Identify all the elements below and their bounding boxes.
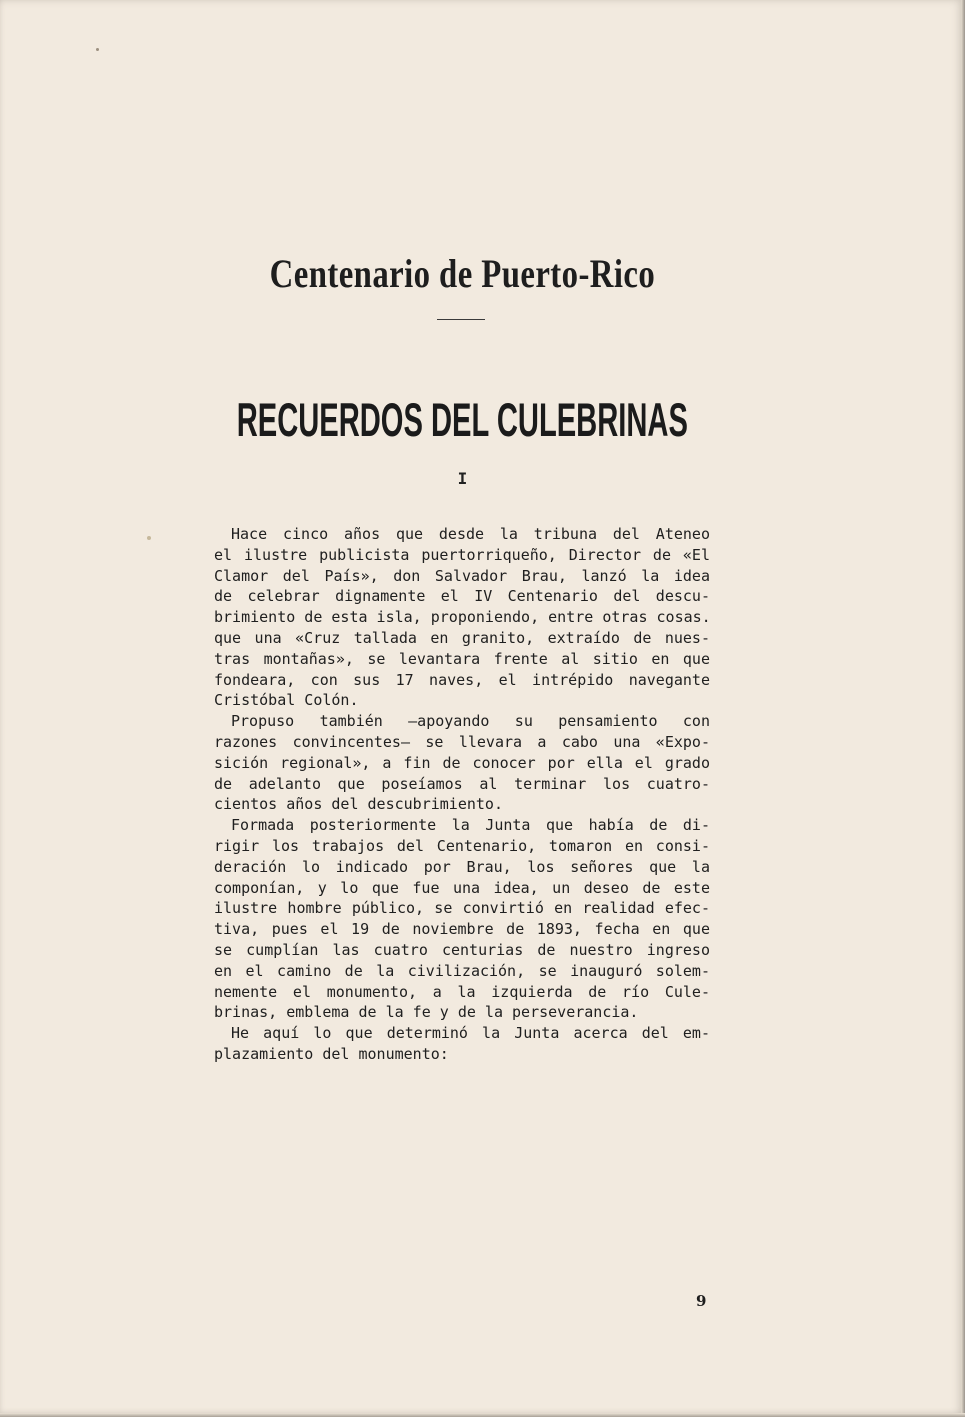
page-number: 9 (696, 1292, 707, 1310)
article-body (214, 524, 710, 1065)
text-line: que una «Cruz tallada en granito, extraído de nues- (214, 628, 710, 647)
text-line: de celebrar dignamente el IV Centenario del descu- (214, 587, 710, 606)
text-line: componían, y lo que fue una idea, un deseo de este (214, 878, 710, 897)
page-edge-shadow (961, 0, 965, 1417)
text-line: Cristóbal Colón. (214, 691, 359, 710)
paragraph-1 (214, 524, 710, 711)
text-line: brimiento de esta isla, proponiendo, entre otras cosas. (214, 608, 711, 627)
section-number: I (457, 469, 468, 488)
text-line: el ilustre publicista puertorriqueño, Director de «El (214, 545, 710, 564)
text-line: rigir los trabajos del Centenario, tomaron en consi- (214, 836, 710, 855)
text-line: Propuso también —apoyando su pensamiento con (231, 712, 710, 731)
text-line: ilustre hombre público, se convirtió en realidad efec- (214, 899, 710, 918)
paragraph-3 (214, 815, 710, 1023)
text-line: Clamor del País», don Salvador Brau, lanzó la idea (214, 566, 710, 585)
text-line: fondeara, con sus 17 naves, el intrépido navegante (214, 670, 710, 689)
title-divider (437, 319, 485, 320)
text-line: Formada posteriormente la Junta que había de di- (231, 816, 710, 835)
text-line: He aquí lo que determinó la Junta acerca del em- (231, 1024, 710, 1043)
paragraph-4 (214, 1023, 710, 1065)
text-line: se cumplían las cuatro centurias de nuestro ingreso (214, 940, 710, 959)
text-line: tras montañas», se levantara frente al sitio en que (214, 649, 710, 668)
text-line: Hace cinco años que desde la tribuna del Ateneo (231, 525, 710, 543)
text-line: plazamiento del monumento: (214, 1044, 449, 1063)
text-line: en el camino de la civilización, se inauguró solem- (214, 961, 710, 980)
page-header-title: Centenario de Puerto-Rico (269, 251, 656, 296)
text-line: sición regional», a fin de conocer por ella el grado (214, 753, 710, 772)
paper-speck (96, 48, 99, 51)
paragraph-2 (214, 711, 710, 815)
text-line: razones convincentes— se llevara a cabo una «Expo- (214, 732, 710, 751)
text-line: tiva, pues el 19 de noviembre de 1893, fecha en que (214, 920, 710, 939)
text-line: de adelanto que poseíamos al terminar los cuatro- (214, 774, 710, 793)
text-line: cientos años del descubrimiento. (214, 795, 503, 814)
text-line: deración lo indicado por Brau, los señores que la (214, 857, 710, 876)
page-bottom-shadow (0, 1413, 965, 1417)
article-title: RECUERDOS DEL CULEBRINAS (236, 393, 688, 446)
text-line: brinas, emblema de la fe y de la perseverancia. (214, 1003, 639, 1022)
text-line: nemente el monumento, a la izquierda de río Cule- (214, 982, 710, 1001)
paper-speck (147, 536, 151, 540)
